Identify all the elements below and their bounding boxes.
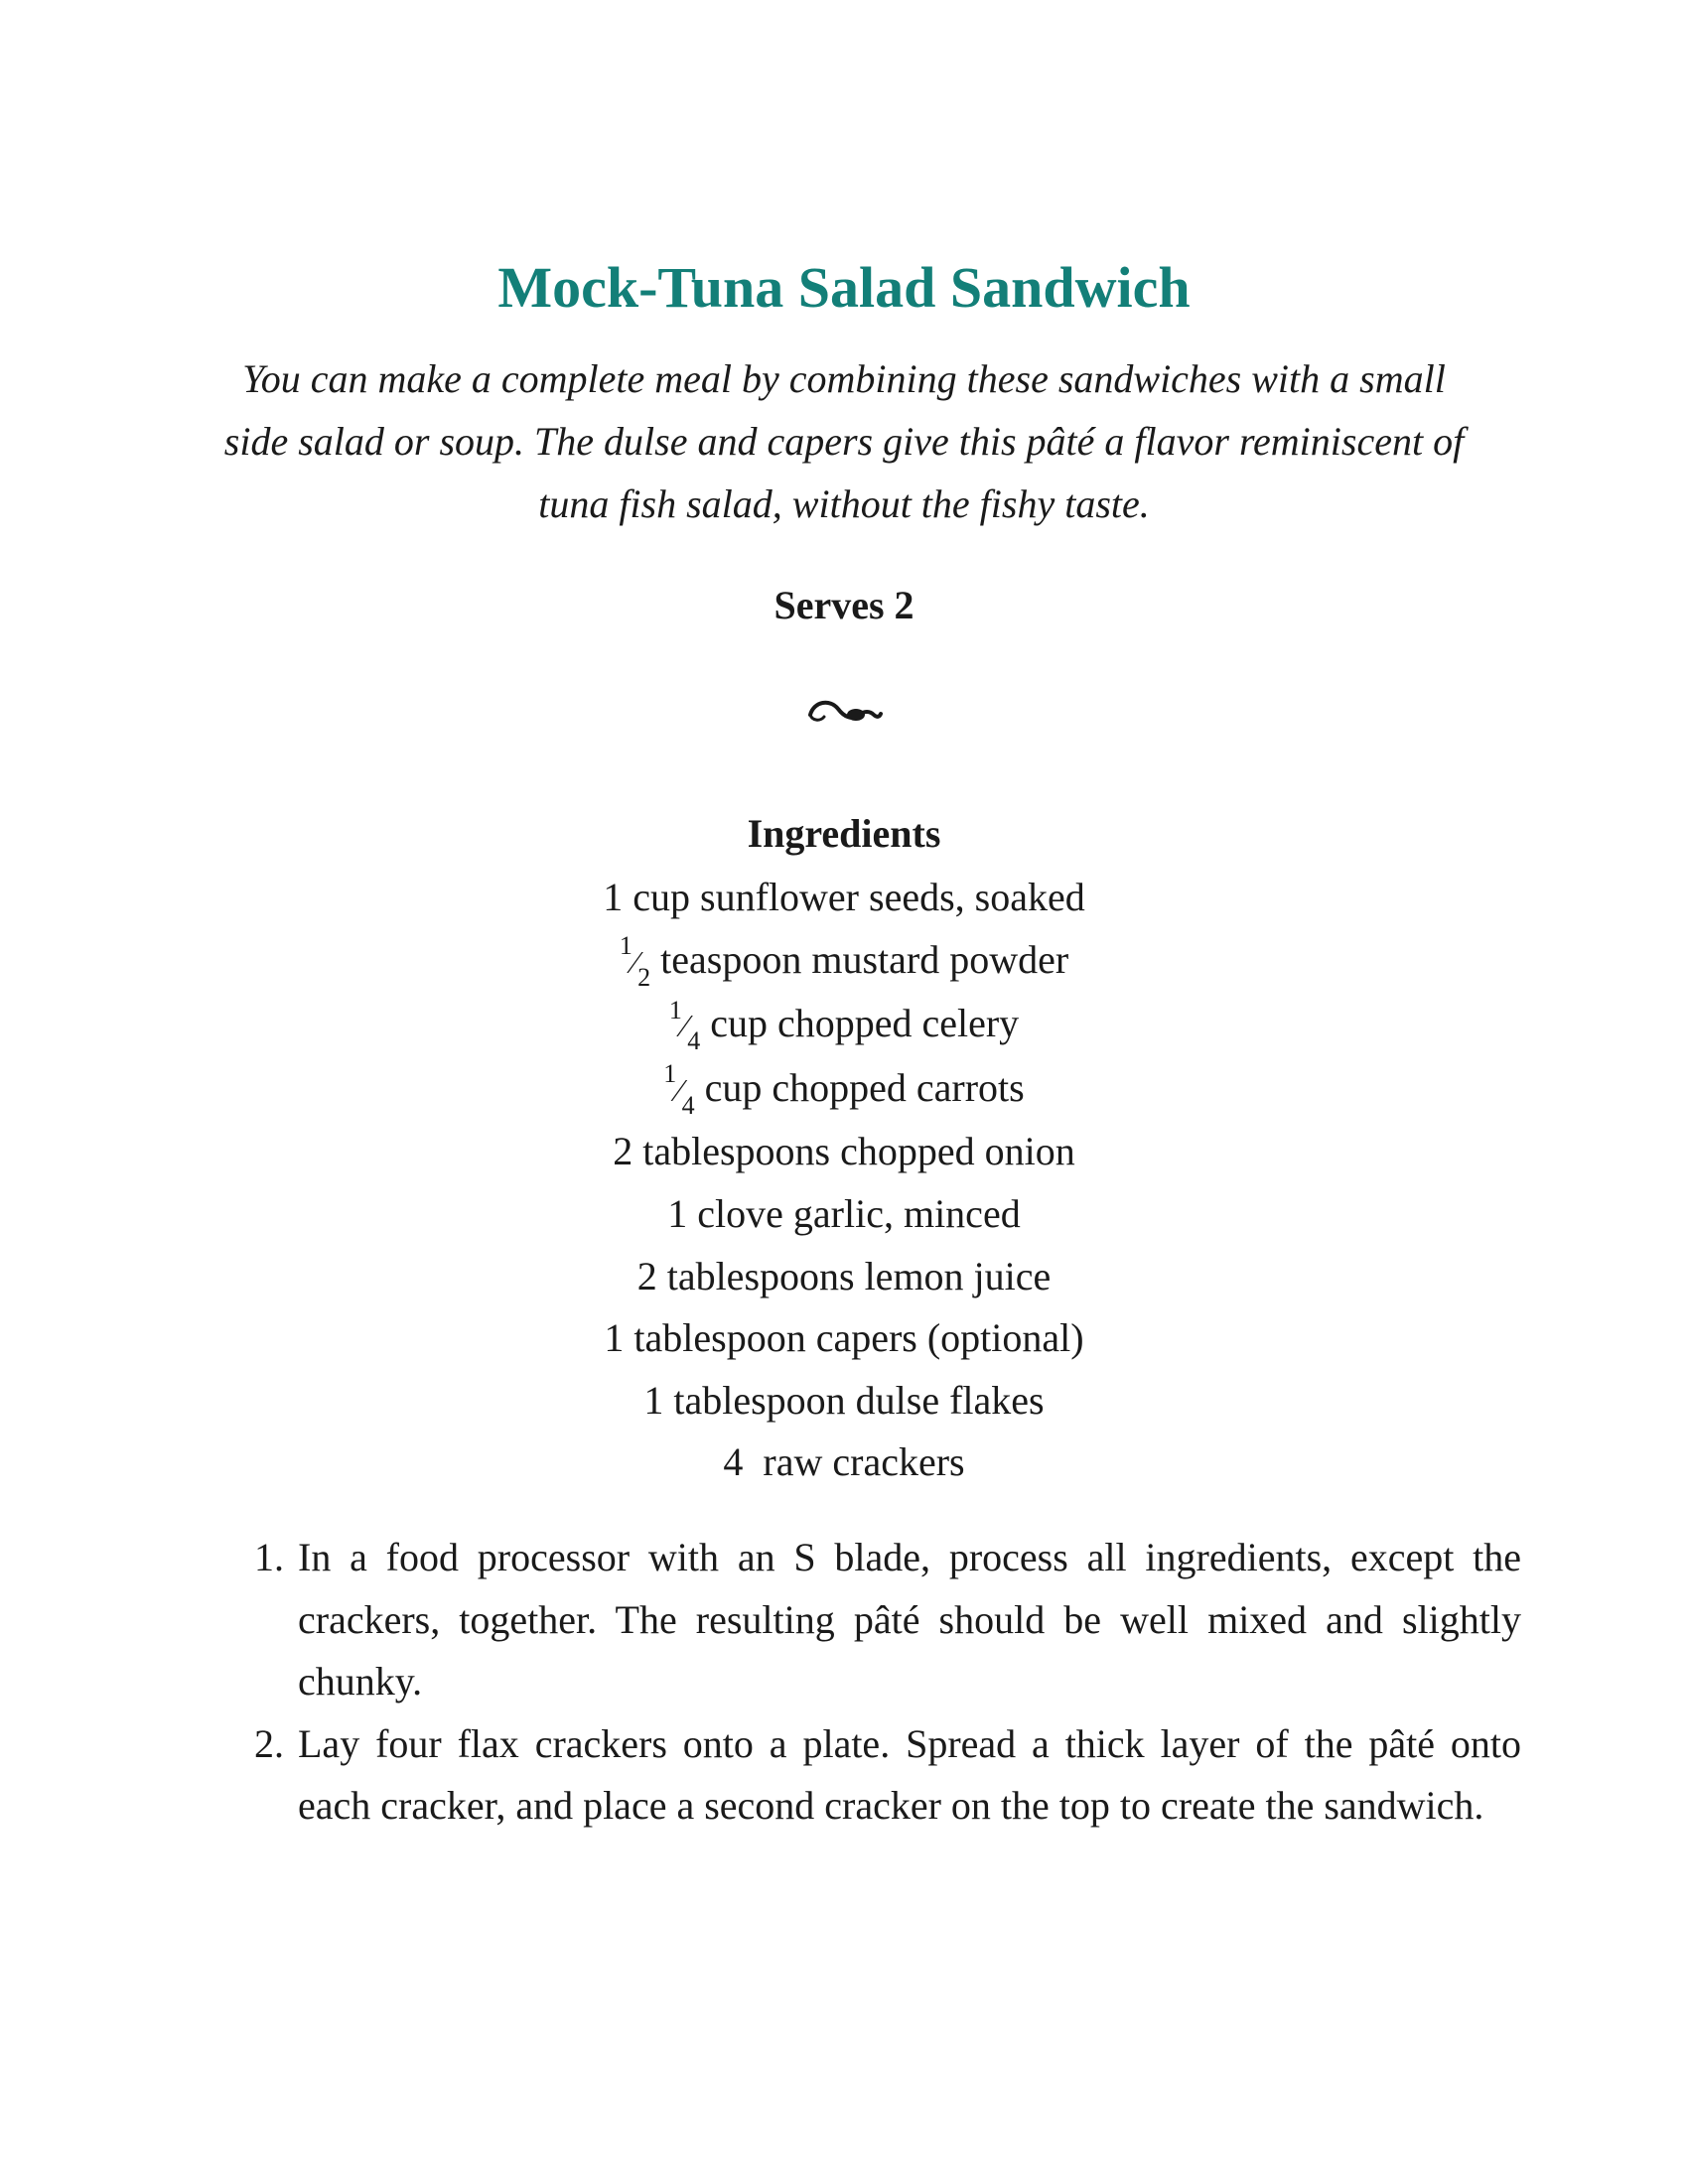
ingredient-text: tablespoon dulse flakes [663, 1377, 1045, 1423]
ingredient-item [0, 867, 1688, 929]
ingredient-quantity: 1 [643, 1377, 664, 1423]
ingredient-text: tablespoons chopped onion [633, 1129, 1075, 1174]
ingredient-item [0, 993, 1688, 1057]
ingredient-text: tablespoons lemon juice [656, 1253, 1052, 1298]
ingredient-text: clove garlic, minced [687, 1190, 1021, 1236]
ingredient-text: cup chopped carrots [694, 1064, 1025, 1110]
instruction-step: 1. In a food processor with an S blade, process all ingredients, except the crackers, together. The resulting pâté should be well mixed and slightly chunky. [294, 1527, 1521, 1713]
ingredient-text: cup chopped celery [700, 1001, 1020, 1046]
ingredient-text: tablespoon capers (optional) [624, 1315, 1084, 1361]
ingredient-quantity: 1 [667, 1190, 688, 1236]
ingredient-quantity: $^1⁄_2$ [619, 931, 651, 992]
ingredient-item [0, 1057, 1688, 1122]
ingredient-quantity: 2 [636, 1253, 657, 1298]
instructions-list [248, 1527, 1521, 1838]
ingredient-quantity: 1 [603, 875, 624, 919]
ingredient-quantity: $^1⁄_4$ [663, 1059, 695, 1120]
ingredient-item [0, 1432, 1688, 1494]
serves-label: Serves 2 [774, 583, 914, 627]
ingredient-item [0, 929, 1688, 994]
ingredients-heading: Ingredients [747, 811, 941, 856]
ingredient-text: cup sunflower seeds, soaked [623, 875, 1085, 919]
ingredient-item [0, 1121, 1688, 1183]
ingredient-item [0, 1246, 1688, 1308]
ingredient-item [0, 1183, 1688, 1246]
ingredient-quantity: 1 [604, 1315, 625, 1361]
ingredients-list [0, 867, 1688, 1494]
ingredient-text: teaspoon mustard powder [650, 936, 1069, 982]
recipe-title: Mock-Tuna Salad Sandwich [497, 255, 1191, 320]
instruction-step: 2. Lay four flax crackers onto a plate. Spread a thick layer of the pâté onto each cracker, and place a second cracker on the top to create the sandwich. [294, 1713, 1521, 1838]
ingredient-item [0, 1370, 1688, 1433]
ingredient-quantity: 2 [613, 1129, 633, 1174]
swash-ornament-icon [804, 691, 884, 731]
ingredient-quantity: $^1⁄_4$ [668, 995, 701, 1056]
ingredient-quantity: 4 [723, 1439, 744, 1485]
ingredient-text: raw crackers [743, 1439, 965, 1485]
recipe-intro: You can make a complete meal by combining these sandwiches with a small side salad or soup. The dulse and capers give this pâté a flavor reminiscent of tuna fish salad, without the fishy taste. [223, 356, 1465, 526]
ingredient-item [0, 1307, 1688, 1370]
